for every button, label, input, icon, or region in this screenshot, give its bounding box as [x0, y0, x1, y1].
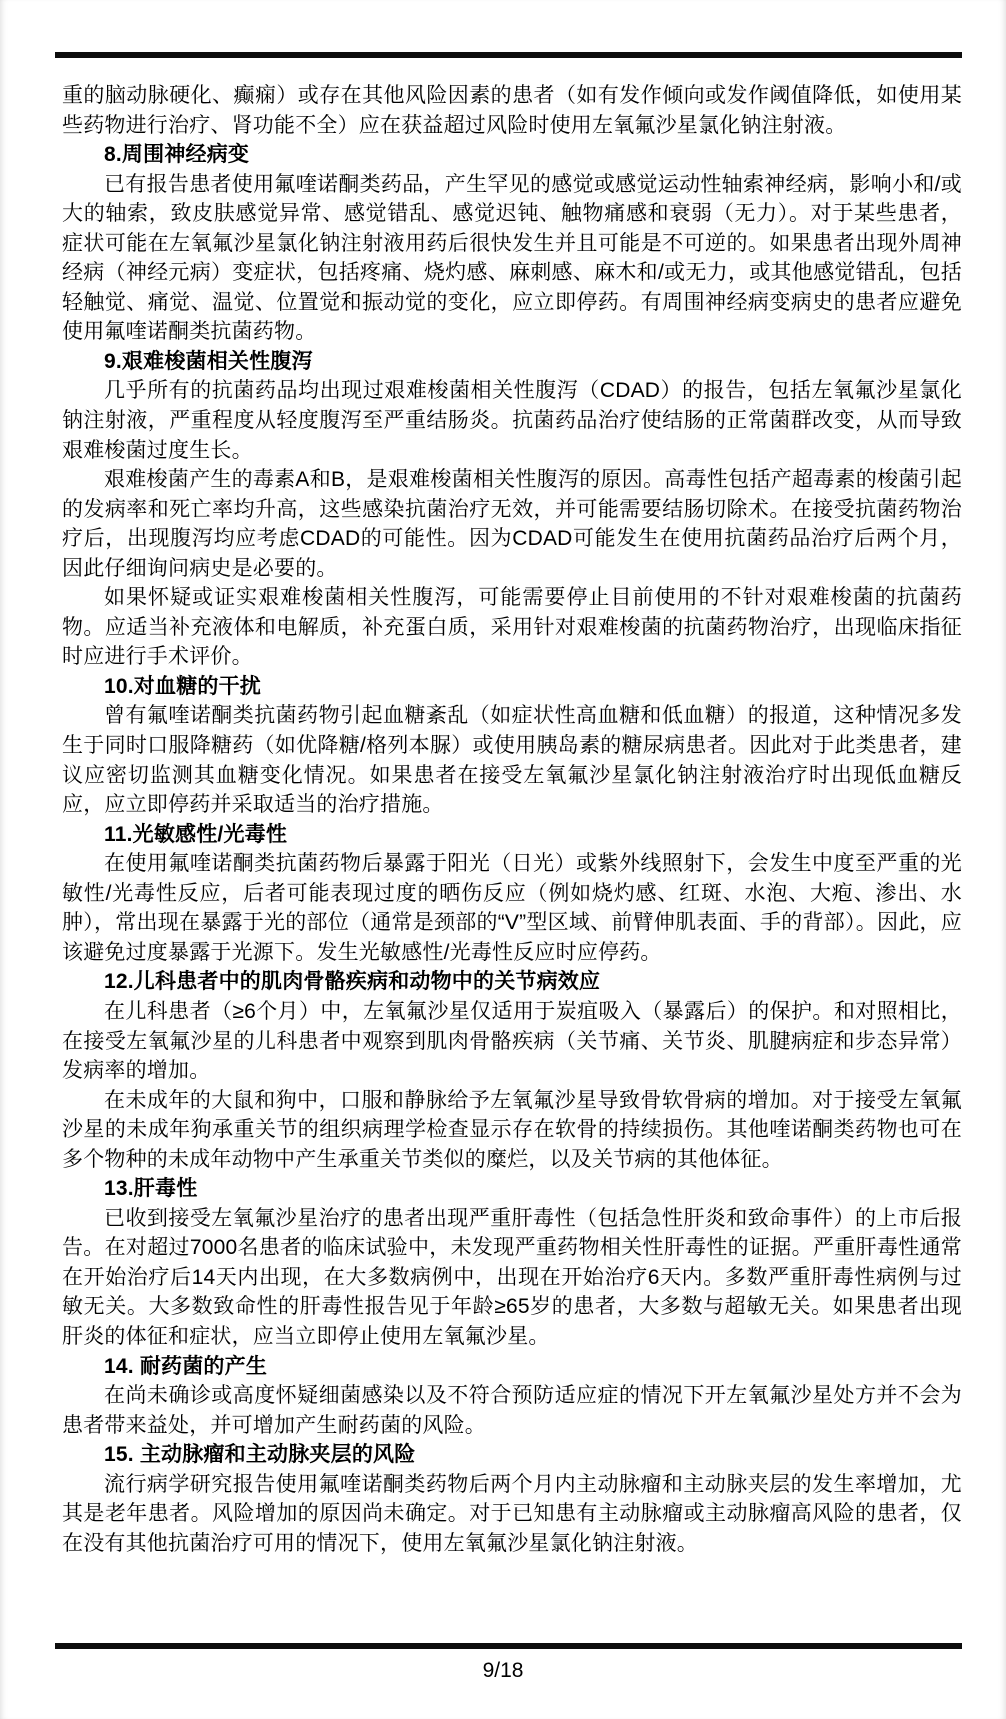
top-rule [55, 52, 962, 58]
section-heading-9: 9.艰难梭菌相关性腹泻 [104, 349, 313, 373]
section-heading-15: 15. 主动脉瘤和主动脉夹层的风险 [104, 1443, 416, 1467]
paragraph: 已收到接受左氧氟沙星治疗的患者出现严重肝毒性（包括急性肝炎和致命事件）的上市后报告。在对超过7000名患者的临床试验中，未发现严重药物相关性肝毒性的证据。严重肝毒性通常在开始治疗后14天内出现，在大多数病例中，出现在开始治疗6天内。多数严重肝毒性病例与过敏无关。大多数致命性的肝毒性报告见于年龄≥65岁的患者，大多数与超敏无关。如果患者出现肝炎的体征和症状，应当立即停止使用左氧氟沙星。 [62, 1206, 962, 1348]
section-heading-10: 10.对血糖的干扰 [104, 674, 261, 698]
paragraph: 如果怀疑或证实艰难梭菌相关性腹泻，可能需要停止目前使用的不针对艰难梭菌的抗菌药物。应适当补充液体和电解质，补充蛋白质，采用针对艰难梭菌的抗菌药物治疗，出现临床指征时应进行手术评价。 [62, 586, 962, 669]
paragraph: 流行病学研究报告使用氟喹诺酮类药物后两个月内主动脉瘤和主动脉夹层的发生率增加，尤其是老年患者。风险增加的原因尚未确定。对于已知患有主动脉瘤或主动脉瘤高风险的患者，仅在没有其他抗菌治疗可用的情况下，使用左氧氟沙星氯化钠注射液。 [62, 1472, 962, 1555]
section-heading-11: 11.光敏感性/光毒性 [104, 822, 288, 846]
paragraph-continuation: 重的脑动脉硬化、癫痫）或存在其他风险因素的患者（如有发作倾向或发作阈值降低，如使用某些药物进行治疗、肾功能不全）应在获益超过风险时使用左氧氟沙星氯化钠注射液。 [62, 84, 962, 137]
paragraph: 在未成年的大鼠和狗中，口服和静脉给予左氧氟沙星导致骨软骨病的增加。对于接受左氧氟沙星的未成年狗承重关节的组织病理学检查显示存在软骨的持续损伤。其他喹诺酮类药物也可在多个物种的未成年动物中产生承重关节类似的糜烂，以及关节病的其他体征。 [62, 1088, 962, 1171]
page-body-text [62, 81, 962, 1558]
paragraph: 在使用氟喹诺酮类抗菌药物后暴露于阳光（日光）或紫外线照射下，会发生中度至严重的光敏性/光毒性反应，后者可能表现过度的晒伤反应（例如烧灼感、红斑、水泡、大疱、渗出、水肿），常出现在暴露于光的部位（通常是颈部的“V”型区域、前臂伸肌表面、手的背部）。因此，应该避免过度暴露于光源下。发生光敏感性/光毒性反应时应停药。 [62, 852, 962, 964]
section-heading-14: 14. 耐药菌的产生 [104, 1354, 268, 1378]
page-number: 9/18 [482, 1659, 524, 1682]
paragraph: 在儿科患者（≥6个月）中，左氧氟沙星仅适用于炭疽吸入（暴露后）的保护。和对照相比，在接受左氧氟沙星的儿科患者中观察到肌肉骨骼疾病（关节痛、关节炎、肌腱病症和步态异常）发病率的增加。 [62, 999, 962, 1083]
bottom-rule [55, 1643, 962, 1649]
paragraph: 在尚未确诊或高度怀疑细菌感染以及不符合预防适应症的情况下开左氧氟沙星处方并不会为患者带来益处，并可增加产生耐药菌的风险。 [62, 1384, 962, 1437]
paragraph: 已有报告患者使用氟喹诺酮类药品，产生罕见的感觉或感觉运动性轴索神经病，影响小和/或大的轴索，致皮肤感觉异常、感觉错乱、感觉迟钝、触物痛感和衰弱（无力）。对于某些患者，症状可能在左氧氟沙星氯化钠注射液用药后很快发生并且可能是不可逆的。如果患者出现外周神经病（神经元病）变症状，包括疼痛、烧灼感、麻刺感、麻木和/或无力，或其他感觉错乱，包括轻触觉、痛觉、温觉、位置觉和振动觉的变化，应立即停药。有周围神经病变病史的患者应避免使用氟喹诺酮类抗菌药物。 [62, 172, 962, 344]
paragraph: 曾有氟喹诺酮类抗菌药物引起血糖紊乱（如症状性高血糖和低血糖）的报道，这种情况多发生于同时口服降糖药（如优降糖/格列本脲）或使用胰岛素的糖尿病患者。因此对于此类患者，建议应密切监测其血糖变化情况。如果患者在接受左氧氟沙星氯化钠注射液治疗时出现低血糖反应，应立即停药并采取适当的治疗措施。 [62, 704, 962, 817]
section-heading-13: 13.肝毒性 [104, 1177, 198, 1201]
paragraph: 艰难梭菌产生的毒素A和B，是艰难梭菌相关性腹泻的原因。高毒性包括产超毒素的梭菌引起的发病率和死亡率均升高，这些感染抗菌治疗无效，并可能需要结肠切除术。在接受抗菌药物治疗后，出现腹泻均应考虑CDAD的可能性。因为CDAD可能发生在使用抗菌药品治疗后两个月，因此仔细询问病史是必要的。 [62, 468, 962, 580]
section-heading-8: 8.周围神经病变 [104, 143, 250, 167]
paragraph: 几乎所有的抗菌药品均出现过艰难梭菌相关性腹泻（CDAD）的报告，包括左氧氟沙星氯化钠注射液，严重程度从轻度腹泻至严重结肠炎。抗菌药品治疗使结肠的正常菌群改变，从而导致艰难梭菌过度生长。 [62, 379, 962, 462]
section-heading-12: 12.儿科患者中的肌肉骨骼疾病和动物中的关节病效应 [104, 970, 601, 994]
